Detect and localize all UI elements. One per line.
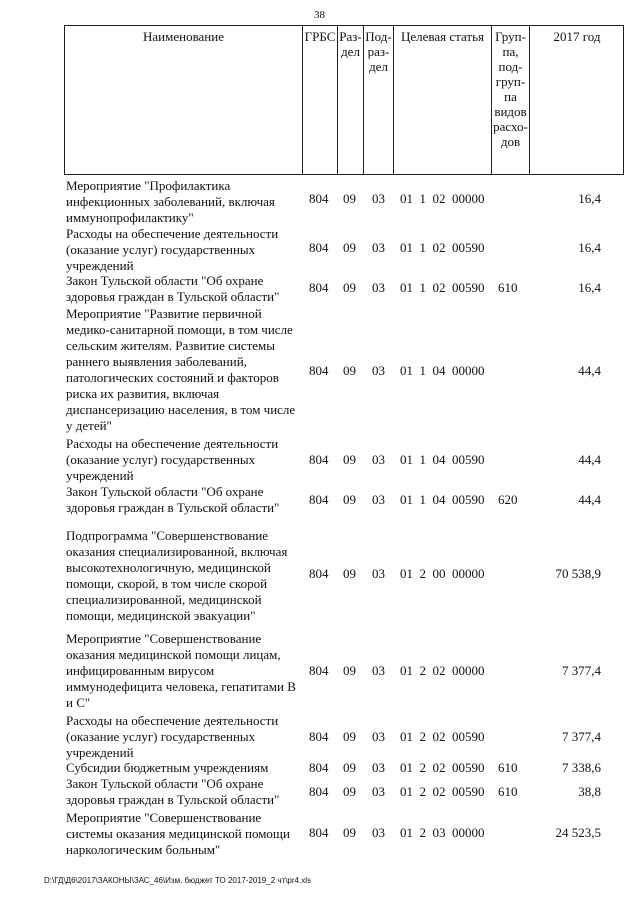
row-grbs: 804 <box>309 240 329 255</box>
row-razdel: 09 <box>343 240 356 255</box>
row-podrazdel: 03 <box>372 280 385 295</box>
header-target: Целевая статья <box>394 26 492 174</box>
row-name: Расходы на обеспечение деятельности (оказание услуг) государственных учреждений <box>66 226 279 273</box>
row-target: 01 1 04 00000 <box>400 363 485 378</box>
row-amount: 24 523,5 <box>555 825 601 840</box>
header-razdel: Раз- дел <box>338 26 364 174</box>
row-razdel: 09 <box>343 663 356 678</box>
row-grbs: 804 <box>309 280 329 295</box>
row-amount: 7 377,4 <box>562 663 601 678</box>
page-number: 38 <box>314 9 325 21</box>
row-amount: 16,4 <box>578 240 601 255</box>
row-group: 610 <box>498 760 518 775</box>
row-razdel: 09 <box>343 729 356 744</box>
row-razdel: 09 <box>343 191 356 206</box>
row-grbs: 804 <box>309 363 329 378</box>
row-name: Закон Тульской области "Об охране здоровья граждан в Тульской области" <box>66 776 280 807</box>
row-group: 610 <box>498 280 518 295</box>
header-grbs: ГРБС <box>303 26 338 174</box>
row-target: 01 2 03 00000 <box>400 825 485 840</box>
table-header <box>64 25 624 175</box>
row-grbs: 804 <box>309 191 329 206</box>
row-razdel: 09 <box>343 452 356 467</box>
row-grbs: 804 <box>309 825 329 840</box>
row-razdel: 09 <box>343 492 356 507</box>
row-razdel: 09 <box>343 280 356 295</box>
row-amount: 44,4 <box>578 452 601 467</box>
header-group: Груп- па, под- груп- па видов расхо- дов <box>492 26 530 174</box>
row-group: 620 <box>498 492 518 507</box>
row-target: 01 1 02 00000 <box>400 191 485 206</box>
row-amount: 38,8 <box>578 784 601 799</box>
row-target: 01 2 02 00590 <box>400 729 485 744</box>
row-podrazdel: 03 <box>372 191 385 206</box>
row-razdel: 09 <box>343 784 356 799</box>
row-amount: 16,4 <box>578 280 601 295</box>
row-podrazdel: 03 <box>372 784 385 799</box>
row-podrazdel: 03 <box>372 825 385 840</box>
row-target: 01 2 02 00590 <box>400 784 485 799</box>
row-target: 01 2 02 00000 <box>400 663 485 678</box>
row-podrazdel: 03 <box>372 760 385 775</box>
row-group: 610 <box>498 784 518 799</box>
row-grbs: 804 <box>309 566 329 581</box>
row-target: 01 1 02 00590 <box>400 240 485 255</box>
footer-file-path: D:\ГД\Д6\2017\ЗАКОНЫ\ЗАС_46\Изм. бюджет ТО 2017-2019_2 чт\pr4.xls <box>44 876 311 885</box>
row-podrazdel: 03 <box>372 240 385 255</box>
row-name: Закон Тульской области "Об охране здоровья граждан в Тульской области" <box>66 273 280 304</box>
row-grbs: 804 <box>309 492 329 507</box>
row-podrazdel: 03 <box>372 729 385 744</box>
row-razdel: 09 <box>343 760 356 775</box>
row-target: 01 1 04 00590 <box>400 492 485 507</box>
row-amount: 44,4 <box>578 363 601 378</box>
row-podrazdel: 03 <box>372 663 385 678</box>
row-grbs: 804 <box>309 663 329 678</box>
row-grbs: 804 <box>309 784 329 799</box>
row-name: Мероприятие "Профилактика инфекционных заболеваний, включая иммунопрофилактику" <box>66 178 275 225</box>
row-target: 01 2 02 00590 <box>400 760 485 775</box>
row-name: Мероприятие "Развитие первичной медико-санитарной помощи, в том числе сельским жителям. Развитие системы раннего выявления заболеваний, патологических состояний и факторов риска их развития, включая диспансеризацию населения, в том числе у детей" <box>66 306 296 433</box>
row-name: Расходы на обеспечение деятельности (оказание услуг) государственных учреждений <box>66 713 279 760</box>
row-name: Закон Тульской области "Об охране здоровья граждан в Тульской области" <box>66 484 280 515</box>
row-razdel: 09 <box>343 566 356 581</box>
row-name: Мероприятие "Совершенствование оказания медицинской помощи лицам, инфицированным вирусом иммунодефицита человека, гепатитами В и С" <box>66 631 296 710</box>
row-podrazdel: 03 <box>372 566 385 581</box>
row-amount: 44,4 <box>578 492 601 507</box>
row-target: 01 1 04 00590 <box>400 452 485 467</box>
row-name: Расходы на обеспечение деятельности (оказание услуг) государственных учреждений <box>66 436 279 483</box>
row-grbs: 804 <box>309 452 329 467</box>
row-amount: 16,4 <box>578 191 601 206</box>
row-target: 01 2 00 00000 <box>400 566 485 581</box>
header-year: 2017 год <box>553 29 601 44</box>
row-razdel: 09 <box>343 825 356 840</box>
row-name: Мероприятие "Совершенствование системы оказания медицинской помощи наркологическим больным" <box>66 810 290 857</box>
row-amount: 7 338,6 <box>562 760 601 775</box>
row-grbs: 804 <box>309 729 329 744</box>
row-amount: 7 377,4 <box>562 729 601 744</box>
row-podrazdel: 03 <box>372 492 385 507</box>
header-name: Наименование <box>65 26 303 174</box>
row-target: 01 1 02 00590 <box>400 280 485 295</box>
row-podrazdel: 03 <box>372 363 385 378</box>
row-razdel: 09 <box>343 363 356 378</box>
row-podrazdel: 03 <box>372 452 385 467</box>
row-name: Субсидии бюджетным учреждениям <box>66 760 269 775</box>
row-amount: 70 538,9 <box>555 566 601 581</box>
row-name: Подпрограмма "Совершенствование оказания специализированной, включая высокотехнологичную, медицинской помощи, скорой, в том числе скорой специализированной, медицинской помощи, медицинской эвакуации" <box>66 528 288 623</box>
row-grbs: 804 <box>309 760 329 775</box>
header-podrazdel: Под- раз- дел <box>364 26 394 174</box>
